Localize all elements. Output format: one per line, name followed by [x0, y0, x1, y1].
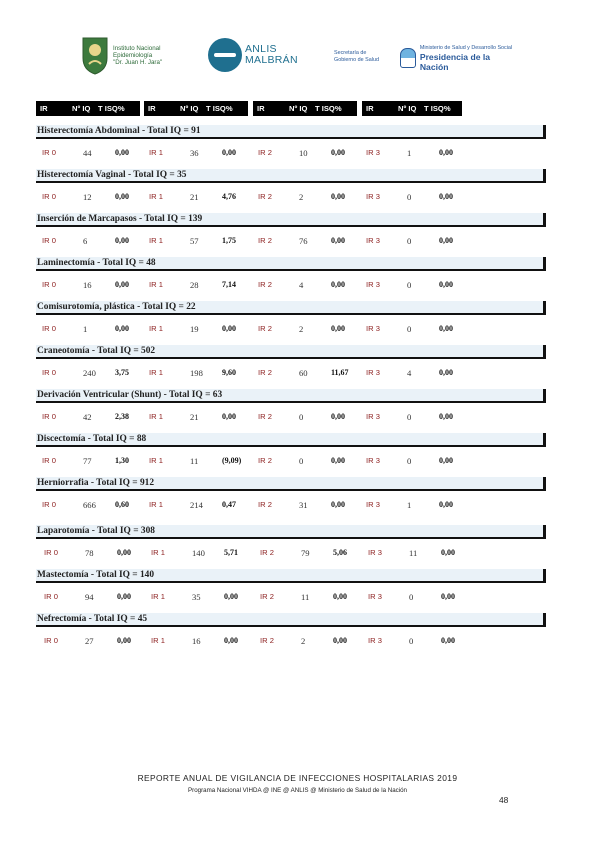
infection-rate: 0,00 [115, 148, 129, 157]
surgery-count: 0 [299, 456, 304, 466]
procedure-title: Discectomía - Total IQ = 88 [37, 433, 147, 444]
header-col-label: T ISQ% [98, 103, 125, 113]
risk-index-label: IR 3 [368, 592, 382, 601]
infection-rate: 7,14 [222, 280, 236, 289]
surgery-count: 78 [85, 548, 94, 558]
risk-index-label: IR 1 [151, 636, 165, 645]
anlis-logo [208, 38, 298, 72]
infection-rate: 0,00 [224, 636, 238, 645]
surgery-count: 140 [192, 548, 205, 558]
risk-index-label: IR 0 [42, 368, 56, 377]
risk-index-label: IR 3 [366, 500, 380, 509]
surgery-count: 77 [83, 456, 92, 466]
surgery-count: 44 [83, 148, 92, 158]
infection-rate: 0,00 [333, 636, 347, 645]
ine-line: "Dr. Juan H. Jara" [113, 58, 163, 66]
infection-rate: 5,71 [224, 548, 238, 557]
infection-rate: 0,00 [439, 368, 453, 377]
surgery-count: 1 [407, 500, 412, 510]
infection-rate: 0,00 [117, 636, 131, 645]
risk-index-label: IR 2 [258, 368, 272, 377]
risk-index-label: IR 1 [149, 500, 163, 509]
infection-rate: 0,00 [439, 280, 453, 289]
infection-rate: 9,60 [222, 368, 236, 377]
risk-index-label: IR 0 [44, 592, 58, 601]
infection-rate: (9,09) [222, 456, 242, 465]
risk-index-label: IR 3 [366, 368, 380, 377]
secretaria-logo [334, 50, 379, 63]
surgery-count: 1 [407, 148, 412, 158]
header-group [253, 101, 357, 116]
surgery-count: 57 [190, 236, 199, 246]
procedure-title-bar [36, 613, 546, 627]
risk-index-label: IR 1 [149, 280, 163, 289]
ine-line: Epidemiología [113, 51, 153, 59]
infection-rate: 0,00 [331, 412, 345, 421]
risk-index-label: IR 1 [149, 412, 163, 421]
risk-index-label: IR 2 [258, 148, 272, 157]
footer-title: REPORTE ANUAL DE VIGILANCIA DE INFECCIONES HOSPITALARIAS 2019 [137, 773, 458, 783]
infection-rate: 0,00 [115, 236, 129, 245]
risk-index-label: IR 1 [149, 456, 163, 465]
surgery-count: 0 [407, 412, 412, 422]
procedure-title-bar [36, 569, 546, 583]
procedure-title: Laminectomía - Total IQ = 48 [37, 257, 156, 268]
surgery-count: 27 [85, 636, 94, 646]
header-col-label: T ISQ% [315, 103, 342, 113]
risk-index-label: IR 2 [258, 324, 272, 333]
infection-rate: 0,00 [439, 412, 453, 421]
risk-index-label: IR 2 [260, 548, 274, 557]
surgery-count: 0 [409, 636, 414, 646]
surgery-count: 19 [190, 324, 199, 334]
ministerio-line: Ministerio de Salud y Desarrollo Social [419, 45, 513, 51]
surgery-count: 0 [407, 280, 412, 290]
risk-index-label: IR 3 [366, 324, 380, 333]
surgery-count: 11 [409, 548, 418, 558]
infection-rate: 1,75 [222, 236, 236, 245]
secretaria-line: Secretaría de [334, 50, 367, 56]
procedure-title-bar [36, 345, 546, 359]
surgery-count: 2 [301, 636, 306, 646]
surgery-count: 666 [83, 500, 96, 510]
infection-rate: 0,00 [439, 236, 453, 245]
surgery-count: 0 [407, 236, 412, 246]
risk-index-label: IR 3 [368, 636, 382, 645]
surgery-count: 0 [407, 456, 412, 466]
risk-index-label: IR 0 [42, 412, 56, 421]
risk-index-label: IR 0 [42, 456, 56, 465]
infection-rate: 0,00 [439, 148, 453, 157]
infection-rate: 0,00 [331, 148, 345, 157]
procedure-title-bar [36, 389, 546, 403]
infection-rate: 0,00 [222, 148, 236, 157]
header-col-label: IR [366, 103, 374, 113]
surgery-count: 76 [299, 236, 308, 246]
surgery-count: 31 [299, 500, 308, 510]
procedure-title: Nefrectomía - Total IQ = 45 [37, 613, 148, 624]
infection-rate: 0,00 [222, 324, 236, 333]
procedure-title: Histerectomía Vaginal - Total IQ = 35 [37, 169, 187, 180]
infection-rate: 3,75 [115, 368, 129, 377]
infection-rate: 2,38 [115, 412, 129, 421]
surgery-count: 21 [190, 412, 199, 422]
risk-index-label: IR 3 [366, 192, 380, 201]
surgery-count: 0 [407, 324, 412, 334]
infection-rate: 0,00 [115, 280, 129, 289]
risk-index-label: IR 0 [42, 324, 56, 333]
header-group [362, 101, 462, 116]
anlis-circle-icon [208, 38, 242, 72]
risk-index-label: IR 2 [258, 412, 272, 421]
risk-index-label: IR 1 [151, 592, 165, 601]
surgery-count: 11 [190, 456, 199, 466]
surgery-count: 4 [407, 368, 412, 378]
procedure-title-bar [36, 125, 546, 139]
risk-index-label: IR 2 [258, 236, 272, 245]
infection-rate: 0,00 [331, 324, 345, 333]
ministerio-logo [400, 45, 520, 72]
risk-index-label: IR 1 [149, 236, 163, 245]
infection-rate: 0,00 [331, 456, 345, 465]
risk-index-label: IR 3 [366, 148, 380, 157]
surgery-count: 36 [190, 148, 199, 158]
infection-rate: 0,00 [441, 636, 455, 645]
procedure-title: Mastectomía - Total IQ = 140 [37, 569, 155, 580]
header-col-label: Nº IQ [289, 103, 308, 113]
surgery-count: 42 [83, 412, 92, 422]
risk-index-label: IR 2 [258, 456, 272, 465]
infection-rate: 0,00 [439, 192, 453, 201]
header-col-label: Nº IQ [72, 103, 91, 113]
header-col-label: T ISQ% [424, 103, 451, 113]
procedure-title: Laparotomía - Total IQ = 308 [37, 525, 155, 536]
header-col-label: Nº IQ [180, 103, 199, 113]
infection-rate: 0,00 [224, 592, 238, 601]
page-number: 48 [499, 795, 509, 805]
procedure-title-bar [36, 213, 546, 227]
infection-rate: 0,00 [441, 548, 455, 557]
surgery-count: 35 [192, 592, 201, 602]
risk-index-label: IR 0 [42, 280, 56, 289]
header-group [36, 101, 140, 116]
surgery-count: 4 [299, 280, 304, 290]
infection-rate: 0,00 [439, 500, 453, 509]
infection-rate: 0,00 [222, 412, 236, 421]
ine-logo [80, 34, 162, 76]
procedure-title: Comisurotomía, plástica - Total IQ = 22 [37, 301, 196, 312]
infection-rate: 0,00 [115, 324, 129, 333]
procedure-title: Derivación Ventricular (Shunt) - Total IQ = 63 [37, 389, 223, 400]
surgery-count: 79 [301, 548, 310, 558]
header-col-label: IR [40, 103, 48, 113]
risk-index-label: IR 2 [258, 280, 272, 289]
surgery-count: 28 [190, 280, 199, 290]
surgery-count: 0 [299, 412, 304, 422]
infection-rate: 11,67 [331, 368, 349, 377]
ministerio-line: Presidencia de la Nación [419, 51, 491, 72]
procedure-title-bar [36, 169, 546, 183]
procedure-title-bar [36, 525, 546, 539]
infection-rate: 0,00 [333, 592, 347, 601]
anlis-line: ANLIS [245, 43, 277, 55]
infection-rate: 0,00 [439, 324, 453, 333]
surgery-count: 240 [83, 368, 96, 378]
header-col-label: IR [257, 103, 265, 113]
procedure-title-bar [36, 301, 546, 315]
risk-index-label: IR 3 [368, 548, 382, 557]
infection-rate: 1,30 [115, 456, 129, 465]
procedure-title-bar [36, 433, 546, 447]
surgery-count: 12 [83, 192, 92, 202]
surgery-count: 94 [85, 592, 94, 602]
risk-index-label: IR 1 [149, 148, 163, 157]
procedure-title: Histerectomía Abdominal - Total IQ = 91 [37, 125, 201, 136]
risk-index-label: IR 3 [366, 280, 380, 289]
infection-rate: 0,47 [222, 500, 236, 509]
infection-rate: 0,00 [441, 592, 455, 601]
anlis-logo-text [245, 44, 298, 66]
surgery-count: 1 [83, 324, 88, 334]
risk-index-label: IR 1 [151, 548, 165, 557]
ine-crest-icon [80, 34, 110, 76]
surgery-count: 2 [299, 324, 304, 334]
footer-subtitle: Programa Nacional VIHDA @ INE @ ANLIS @ Ministerio de Salud de la Nación [188, 787, 407, 794]
risk-index-label: IR 3 [366, 412, 380, 421]
anlis-line: MALBRÁN [245, 54, 298, 66]
infection-rate: 0,00 [117, 592, 131, 601]
risk-index-label: IR 2 [260, 592, 274, 601]
surgery-count: 21 [190, 192, 199, 202]
infection-rate: 0,00 [331, 236, 345, 245]
procedure-title-bar [36, 257, 546, 271]
risk-index-label: IR 0 [42, 148, 56, 157]
infection-rate: 0,00 [331, 192, 345, 201]
risk-index-label: IR 0 [42, 192, 56, 201]
argentina-shield-icon [400, 48, 416, 68]
surgery-count: 16 [192, 636, 201, 646]
risk-index-label: IR 3 [366, 456, 380, 465]
risk-index-label: IR 0 [44, 548, 58, 557]
infection-rate: 0,60 [115, 500, 129, 509]
header-group [144, 101, 248, 116]
surgery-count: 16 [83, 280, 92, 290]
procedure-title: Inserción de Marcapasos - Total IQ = 139 [37, 213, 203, 224]
header-col-label: Nº IQ [398, 103, 417, 113]
ine-line: Instituto Nacional [113, 44, 161, 52]
risk-index-label: IR 0 [42, 236, 56, 245]
risk-index-label: IR 2 [258, 500, 272, 509]
ine-logo-text [113, 45, 162, 66]
header-col-label: IR [148, 103, 156, 113]
infection-rate: 5,06 [333, 548, 347, 557]
risk-index-label: IR 3 [366, 236, 380, 245]
procedure-title-bar [36, 477, 546, 491]
surgery-count: 60 [299, 368, 308, 378]
surgery-count: 11 [301, 592, 310, 602]
infection-rate: 0,00 [117, 548, 131, 557]
infection-rate: 0,00 [331, 280, 345, 289]
infection-rate: 0,00 [439, 456, 453, 465]
procedure-title: Herniorrafia - Total IQ = 912 [37, 477, 155, 488]
infection-rate: 0,00 [115, 192, 129, 201]
infection-rate: 4,76 [222, 192, 236, 201]
risk-index-label: IR 1 [149, 368, 163, 377]
risk-index-label: IR 2 [258, 192, 272, 201]
risk-index-label: IR 0 [44, 636, 58, 645]
risk-index-label: IR 1 [149, 324, 163, 333]
surgery-count: 2 [299, 192, 304, 202]
surgery-count: 6 [83, 236, 88, 246]
surgery-count: 198 [190, 368, 203, 378]
secretaria-line: Gobierno de Salud [334, 56, 379, 63]
surgery-count: 214 [190, 500, 203, 510]
header-col-label: T ISQ% [206, 103, 233, 113]
surgery-count: 0 [407, 192, 412, 202]
surgery-count: 10 [299, 148, 308, 158]
header-logos [80, 34, 520, 84]
risk-index-label: IR 1 [149, 192, 163, 201]
infection-rate: 0,00 [331, 500, 345, 509]
risk-index-label: IR 0 [42, 500, 56, 509]
surgery-count: 0 [409, 592, 414, 602]
procedure-title: Craneotomía - Total IQ = 502 [37, 345, 156, 356]
ministerio-logo-text [420, 45, 520, 72]
risk-index-label: IR 2 [260, 636, 274, 645]
